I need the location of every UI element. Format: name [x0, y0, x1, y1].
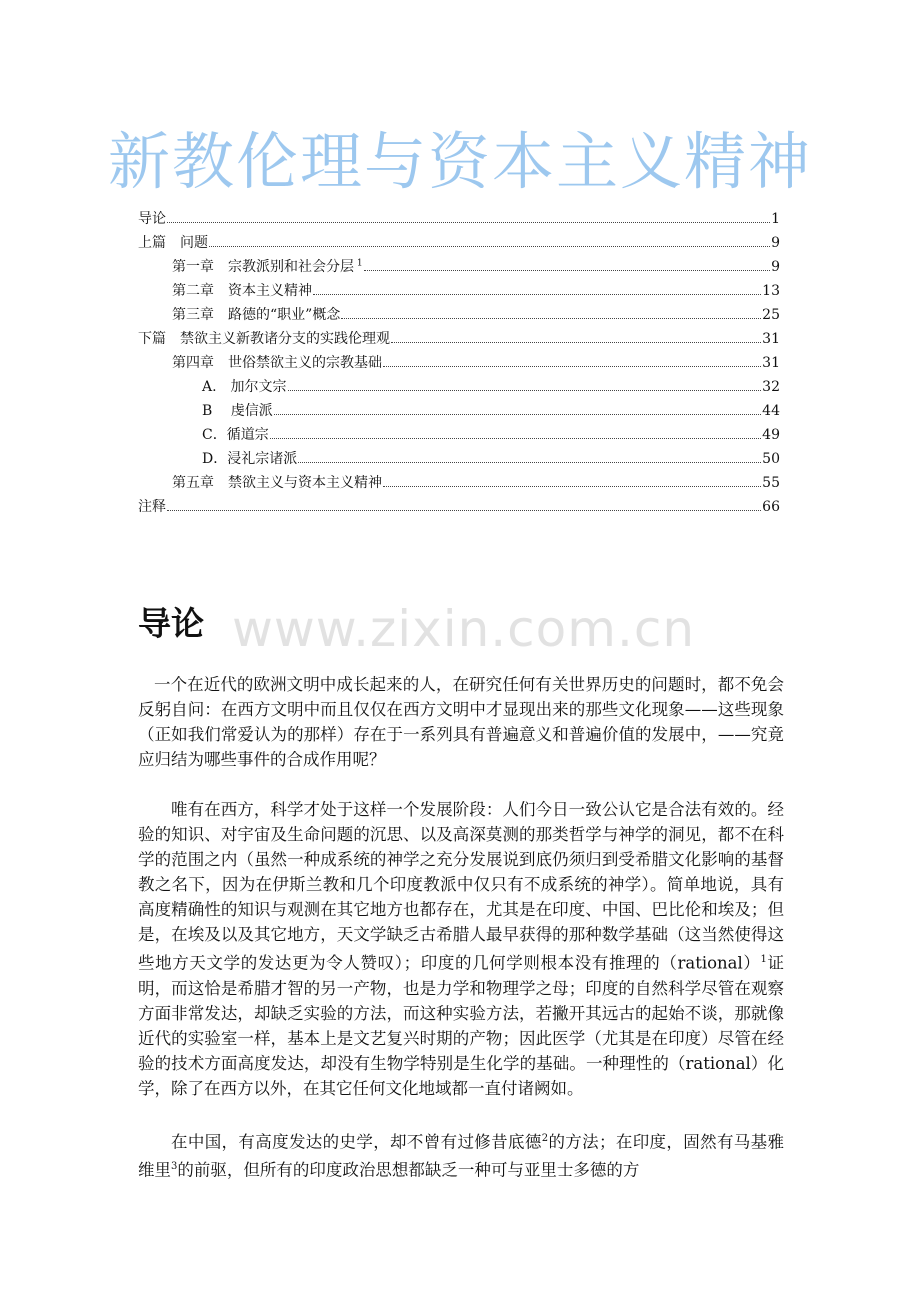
toc-entry[interactable]: [138, 496, 780, 520]
footnote-marker: 1: [760, 954, 767, 965]
toc-entry[interactable]: [138, 232, 780, 256]
toc-entry-page: 66: [762, 499, 780, 515]
document-title: 新教伦理与资本主义精神: [107, 125, 812, 198]
body-text: [138, 672, 784, 1208]
paragraph-text: 唯有在西方，科学才处于这样一个发展阶段：人们今日一致公认它是合法有效的。经验的知识、对宇宙及生命问题的沉思、以及高深莫测的那类哲学与神学的洞见，都不在科学的范围之内（虽然一种成系统的神学之充分发展说到底仍须归到受希腊文化影响的基督教之名下，因为在伊斯兰教和几个印度教派中仅只有不成系统的神学）。简单地说，具有高度精确性的知识与观测在其它地方也都存在，尤其是在印度、中国、巴比伦和埃及；但是，在埃及以及其它地方，天文学缺乏古希腊人最早获得的那种数学基础（这当然使得这些地方天文学的发达更为令人赞叹）；印度的几何学则根本没有推理的（rational）: [138, 800, 784, 973]
toc-entry-page: 9: [771, 259, 780, 275]
toc-entry-label: 下篇 禁欲主义新教诸分支的实践伦理观: [138, 331, 390, 347]
toc-entry[interactable]: [138, 256, 780, 280]
toc-entry-label: B 虔信派: [202, 403, 273, 419]
toc-entry[interactable]: [138, 328, 780, 352]
toc-entry[interactable]: [138, 208, 780, 232]
toc-entry[interactable]: [138, 352, 780, 376]
paragraph-text: 的前驱，但所有的印度政治思想都缺乏一种可与亚里士多德的方: [177, 1160, 640, 1180]
footnote-marker: 2: [541, 1132, 549, 1144]
toc-entry-page: 13: [762, 283, 780, 299]
toc-entry[interactable]: [138, 304, 780, 328]
toc-leader-dots: [274, 414, 761, 415]
toc-entry[interactable]: [138, 376, 780, 400]
paragraph-text: 一个在近代的欧洲文明中成长起来的人，在研究任何有关世界历史的问题时，都不免会反躬自问：在西方文明中而且仅仅在西方文明中才显现出来的那些文化现象——这些现象（正如我们常爱认为的那样）存在于一系列具有普遍意义和普遍价值的发展中，——究竟应归结为哪些事件的合成作用呢？: [138, 675, 784, 769]
toc-entry[interactable]: [138, 472, 780, 496]
toc-entry-label: 注释: [138, 499, 166, 515]
toc-leader-dots: [364, 270, 770, 271]
toc-entry-label: C．循道宗: [202, 427, 269, 443]
toc-entry-page: 49: [762, 427, 780, 443]
toc-entry[interactable]: [138, 448, 780, 472]
paragraph-text: 证明，而这恰是希腊才智的另一产物，也是力学和物理学之母；印度的自然科学尽管在观察方面非常发达，却缺乏实验的方法，而这种实验方法，若撇开其远古的起始不谈，那就像近代的实验室一样，基本上是文艺复兴时期的产物；因此医学（尤其是在印度）尽管在经验的技术方面高度发达，却没有生物学特别是生化学的基础。一种理性的（rational）化学，除了在西方以外，在其它任何文化地域都一直付诸阙如。: [138, 953, 785, 1098]
toc-entry-label: 第四章 世俗禁欲主义的宗教基础: [172, 355, 382, 371]
toc-entry-label: 第五章 禁欲主义与资本主义精神: [172, 475, 382, 491]
paragraph: [138, 1126, 784, 1183]
toc-entry-page: 31: [762, 355, 780, 371]
toc-entry-label: 上篇 问题: [138, 235, 208, 251]
toc-entry[interactable]: [138, 280, 780, 304]
table-of-contents: [138, 208, 780, 520]
toc-entry-page: 55: [762, 475, 780, 491]
toc-entry-label: 导论: [138, 211, 166, 227]
toc-entry-page: 44: [762, 403, 780, 419]
toc-leader-dots: [391, 342, 761, 343]
toc-entry-label: 第三章 路德的“职业”概念: [172, 307, 341, 323]
footnote-marker: 1: [354, 258, 363, 269]
watermark: www.zixin.com.cn: [232, 600, 696, 658]
paragraph-text: 的方法；在印度，固然有马基雅维里: [138, 1132, 785, 1180]
toc-leader-dots: [270, 438, 761, 439]
toc-entry-page: 9: [771, 235, 780, 251]
paragraph-text: 在中国，有高度发达的史学，却不曾有过修昔底德: [171, 1132, 542, 1151]
toc-leader-dots: [298, 462, 761, 463]
toc-entry[interactable]: [138, 400, 780, 424]
toc-leader-dots: [288, 390, 762, 391]
toc-entry-label: 第一章 宗教派别和社会分层 $^1$: [172, 258, 363, 275]
toc-entry-label: D．浸礼宗诸派: [202, 451, 298, 467]
toc-leader-dots: [341, 318, 761, 319]
toc-entry-label: A. 加尔文宗: [202, 379, 287, 395]
section-heading: 导论: [138, 604, 204, 643]
toc-leader-dots: [383, 486, 761, 487]
paragraph: [138, 797, 784, 1101]
toc-leader-dots: [167, 510, 761, 511]
toc-entry-label: 第二章 资本主义精神: [172, 283, 312, 299]
toc-entry-page: 25: [762, 307, 780, 323]
toc-leader-dots: [313, 294, 761, 295]
toc-leader-dots: [383, 366, 761, 367]
toc-entry-page: 32: [762, 379, 780, 395]
toc-leader-dots: [167, 222, 770, 223]
paragraph: [138, 672, 784, 772]
toc-entry-page: 31: [762, 331, 780, 347]
toc-leader-dots: [209, 246, 770, 247]
toc-entry-page: 1: [771, 211, 780, 227]
toc-entry-page: 50: [762, 451, 780, 467]
footnote-marker: 3: [171, 1161, 178, 1172]
toc-entry[interactable]: [138, 424, 780, 448]
